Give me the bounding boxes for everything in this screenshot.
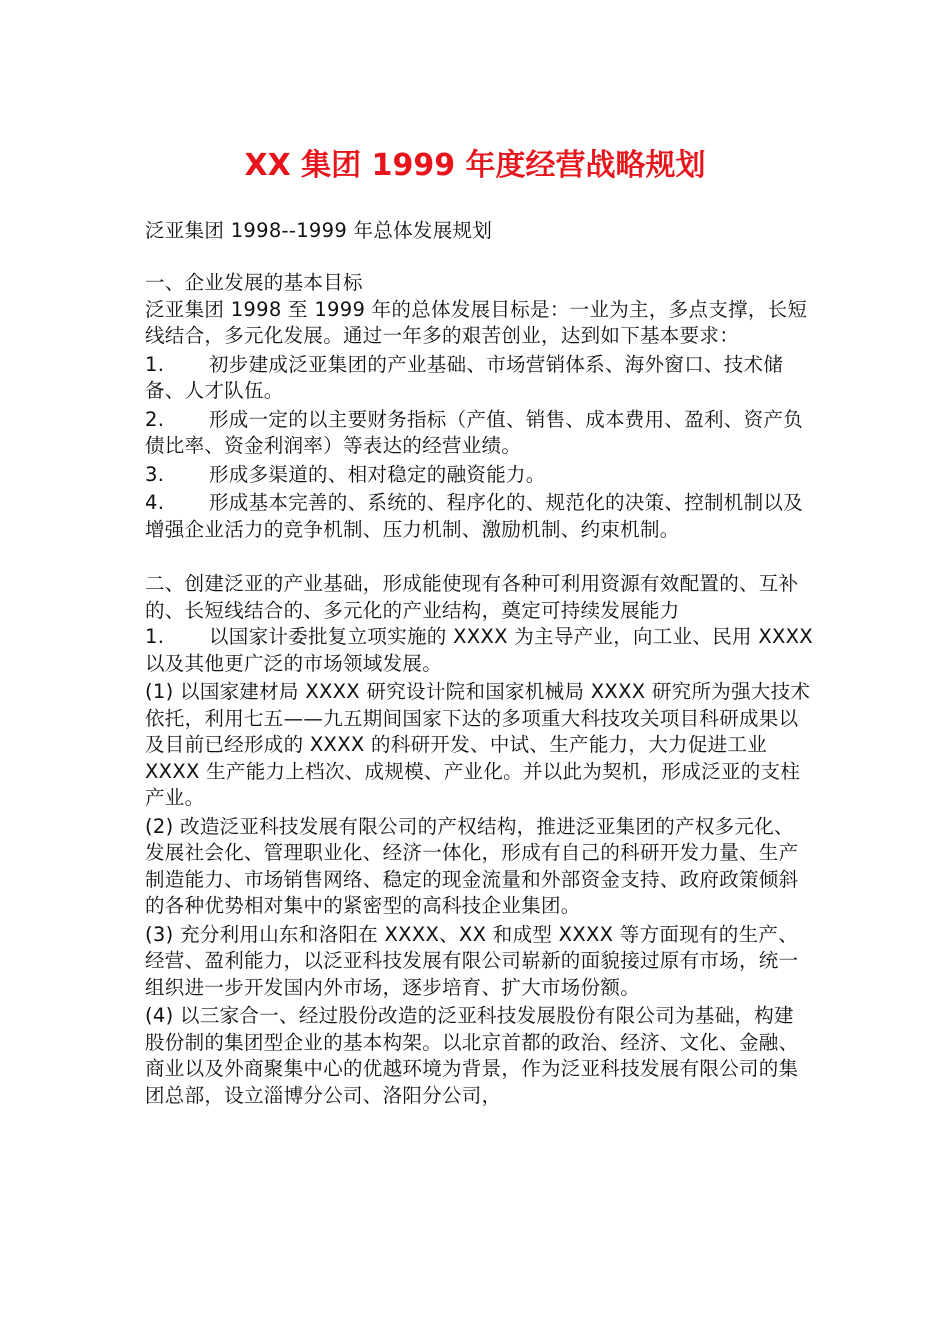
list-item-number: 3.	[145, 462, 165, 486]
sub-item: (3) 充分利用山东和洛阳在 XXXX、XX 和成型 XXXX 等方面现有的生产、经营、盈利能力，以泛亚科技发展有限公司崭新的面貌接过原有市场，统一组织进一步开发国内外市场，逐步培育、扩大市场份额。	[145, 922, 799, 999]
list-item-text: 形成一定的以主要财务指标（产值、销售、成本费用、盈利、资产负债比率、资金利润率）等表达的经营业绩。	[145, 407, 804, 457]
document-body	[145, 218, 813, 1111]
list-item	[145, 490, 813, 543]
list-item-number: 4.	[145, 491, 165, 514]
list-item-number: 1.	[145, 352, 165, 376]
list-item-text: 形成多渠道的、相对稳定的融资能力。	[209, 462, 546, 486]
list-item-text: 以国家计委批复立项实施的 XXXX 为主导产业，向工业、民用 XXXX 以及其他更广泛的市场领域发展。	[145, 625, 813, 675]
blank-line	[145, 545, 813, 571]
document-title: XX 集团 1999 年度经营战略规划	[244, 148, 706, 183]
document-subtitle: 泛亚集团 1998--1999 年总体发展规划	[145, 219, 493, 242]
section1-intro: 泛亚集团 1998 至 1999 年的总体发展目标是：一业为主，多点支撑，长短线结合，多元化发展。通过一年多的艰苦创业，达到如下基本要求：	[145, 297, 808, 347]
list-item-text: 初步建成泛亚集团的产业基础、市场营销体系、海外窗口、技术储备、人才队伍。	[145, 352, 784, 402]
sub-item: (4) 以三家合一、经过股份改造的泛亚科技发展股份有限公司为基础，构建股份制的集团型企业的基本构架。以北京首都的政治、经济、文化、金融、商业以及外商聚集中心的优越环境为背景，作为泛亚科技发展有限公司的集团总部，设立淄博分公司、洛阳分公司，	[145, 1004, 799, 1107]
list-item	[145, 462, 813, 489]
sub-item: (1) 以国家建材局 XXXX 研究设计院和国家机械局 XXXX 研究所为强大技术依托，利用七五——九五期间国家下达的多项重大科技攻关项目科研成果以及目前已经形成的 XXXX 的科研开发、中试、生产能力，大力促进工业 XXXX 生产能力上档次、成规模、产业化。并以此为契机，形成泛亚的支柱产业。	[145, 680, 811, 809]
list-item	[145, 407, 813, 460]
list-item-number: 1.	[145, 625, 165, 648]
section1-heading: 一、企业发展的基本目标	[145, 271, 363, 294]
list-item	[145, 352, 813, 405]
list-item-number: 2.	[145, 407, 165, 431]
list-item-text: 形成基本完善的、系统的、程序化的、规范化的决策、控制机制以及增强企业活力的竞争机制、压力机制、激励机制、约束机制。	[145, 491, 804, 541]
blank-line	[145, 244, 813, 270]
section2-heading: 二、创建泛亚的产业基础，形成能使现有各种可利用资源有效配置的、互补的、长短线结合的、多元化的产业结构，奠定可持续发展能力	[145, 572, 799, 622]
sub-item: (2) 改造泛亚科技发展有限公司的产权结构，推进泛亚集团的产权多元化、发展社会化、管理职业化、经济一体化，形成有自己的科研开发力量、生产制造能力、市场销售网络、稳定的现金流量和外部资金支持、政府政策倾斜的各种优势相对集中的紧密型的高科技企业集团。	[145, 814, 799, 917]
list-item	[145, 624, 813, 677]
